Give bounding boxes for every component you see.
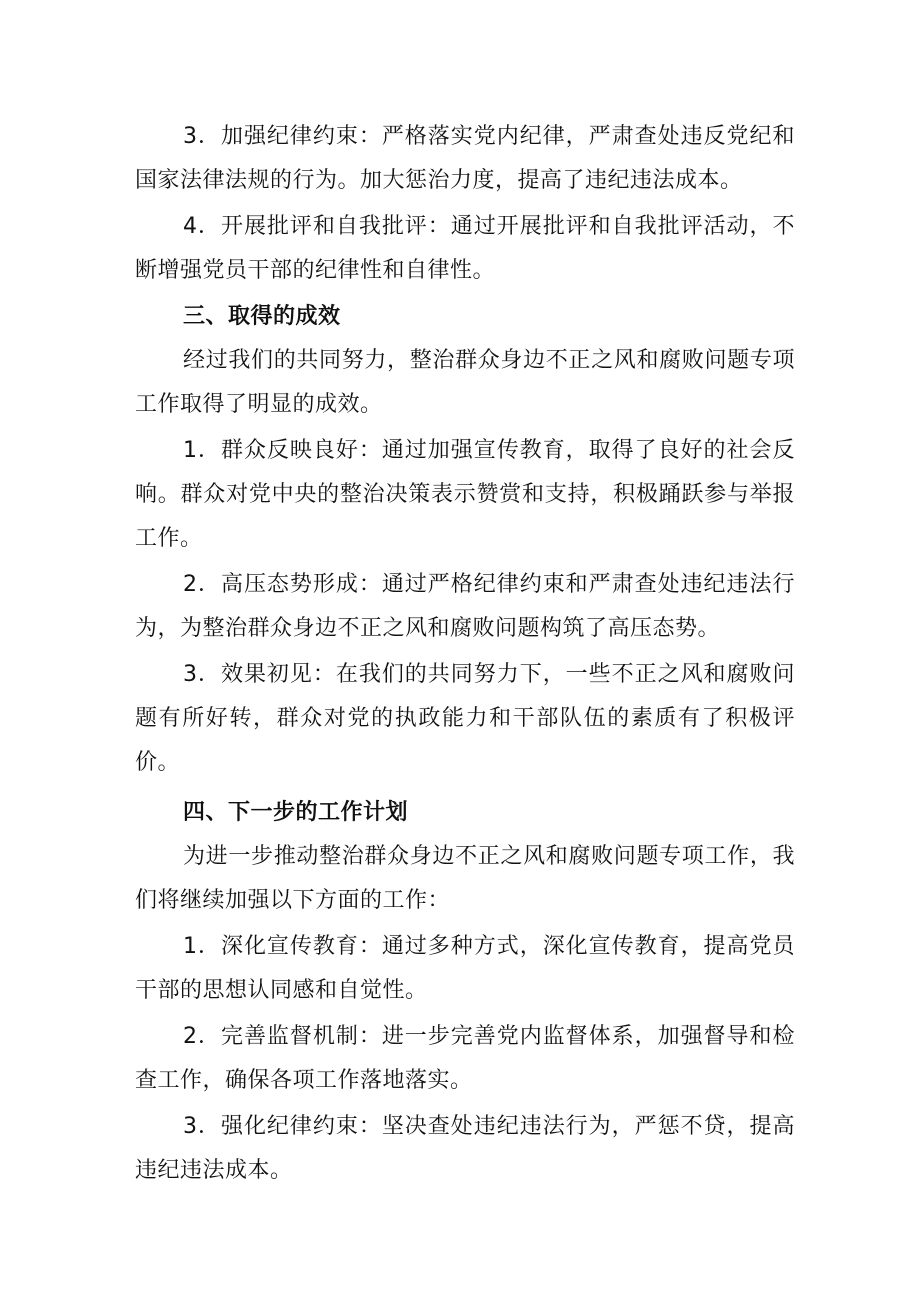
paragraph-section2-item-3: 3．加强纪律约束：严格落实党内纪律，严肃查处违反党纪和国家法律法规的行为。加大惩治力度，提高了违纪违法成本。 <box>135 124 795 193</box>
paragraph-section4-item-1: 1．深化宣传教育：通过多种方式，深化宣传教育，提高党员干部的思想认同感和自觉性。 <box>135 934 795 1003</box>
section-heading-next-plan: 四、下一步的工作计划 <box>183 800 409 825</box>
paragraph-section2-item-4: 4．开展批评和自我批评：通过开展批评和自我批评活动，不断增强党员干部的纪律性和自律性。 <box>135 214 795 283</box>
paragraph-section3-item-2: 2．高压态势形成：通过严格纪律约束和严肃查处违纪违法行为，为整治群众身边不正之风和腐败问题构筑了高压态势。 <box>135 572 795 641</box>
section-heading-results: 三、取得的成效 <box>183 304 341 329</box>
paragraph-section4-item-3: 3．强化纪律约束：坚决查处违纪违法行为，严惩不贷，提高违纪违法成本。 <box>135 1114 795 1183</box>
paragraph-section4-intro: 为进一步推动整治群众身边不正之风和腐败问题专项工作，我们将继续加强以下方面的工作： <box>135 844 795 913</box>
paragraph-section3-item-1: 1．群众反映良好：通过加强宣传教育，取得了良好的社会反响。群众对党中央的整治决策表示赞赏和支持，积极踊跃参与举报工作。 <box>135 438 795 551</box>
document-body <box>135 115 795 1193</box>
paragraph-section3-intro: 经过我们的共同努力，整治群众身边不正之风和腐败问题专项工作取得了明显的成效。 <box>135 348 795 417</box>
paragraph-section3-item-3: 3．效果初见：在我们的共同努力下，一些不正之风和腐败问题有所好转，群众对党的执政能力和干部队伍的素质有了积极评价。 <box>135 662 795 775</box>
paragraph-section4-item-2: 2．完善监督机制：进一步完善党内监督体系，加强督导和检查工作，确保各项工作落地落实。 <box>135 1024 795 1093</box>
